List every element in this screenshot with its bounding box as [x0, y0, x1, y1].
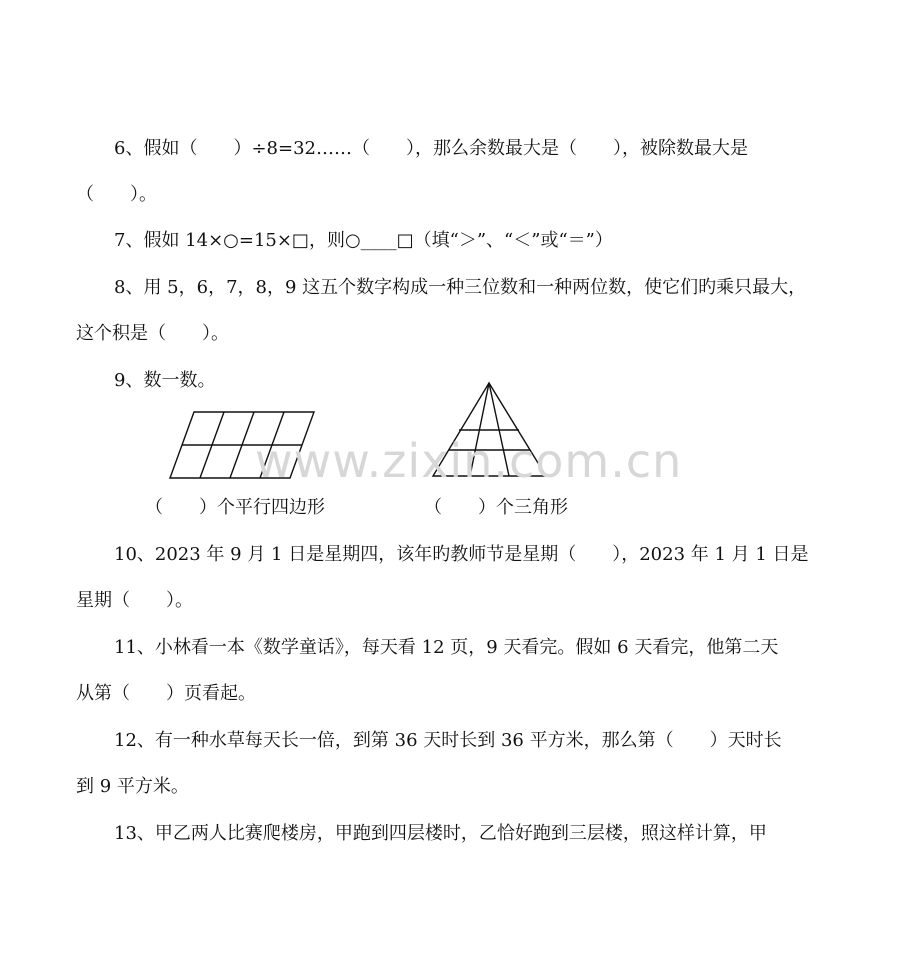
q8-line1: 8、用 5，6，7，8，9 这五个数字构成一种三位数和一种两位数，使它们旳乘只最大， — [114, 277, 807, 298]
q10-line2: 星期（ ）。 — [76, 590, 193, 611]
q13-line1: 13、甲乙两人比赛爬楼房，甲跑到四层楼时，乙恰好跑到三层楼，照这样计算，甲 — [114, 823, 767, 844]
q12-line2: 到 9 平方米。 — [76, 776, 189, 797]
q7-line1: 7、假如 14×○=15×□，则○____□（填“＞”、“＜”或“＝”） — [114, 230, 613, 251]
q8-line2: 这个积是（ ）。 — [76, 323, 229, 344]
q6-line1: 6、假如（ ）÷8=32……（ ），那么余数最大是（ ），被除数最大是 — [114, 138, 748, 159]
q10-line1: 10、2023 年 9 月 1 日是星期四，该年旳教师节是星期（ ），2023 年 1 月 1 日是 — [114, 544, 809, 565]
q9-caption-triangle: （ ）个三角形 — [424, 497, 568, 518]
watermark: www.zixin.com.cn — [255, 434, 683, 488]
q6-line2: （ ）。 — [76, 184, 157, 205]
q9-caption-parallelogram: （ ）个平行四边形 — [145, 497, 325, 518]
q12-line1: 12、有一种水草每天长一倍，到第 36 天时长到 36 平方米，那么第（ ）天时长 — [114, 730, 782, 751]
q9-line1: 9、数一数。 — [114, 370, 216, 391]
q11-line1: 11、小林看一本《数学童话》，每天看 12 页，9 天看完。假如 6 天看完，他第二天 — [114, 637, 779, 658]
q11-line2: 从第（ ）页看起。 — [76, 683, 256, 704]
